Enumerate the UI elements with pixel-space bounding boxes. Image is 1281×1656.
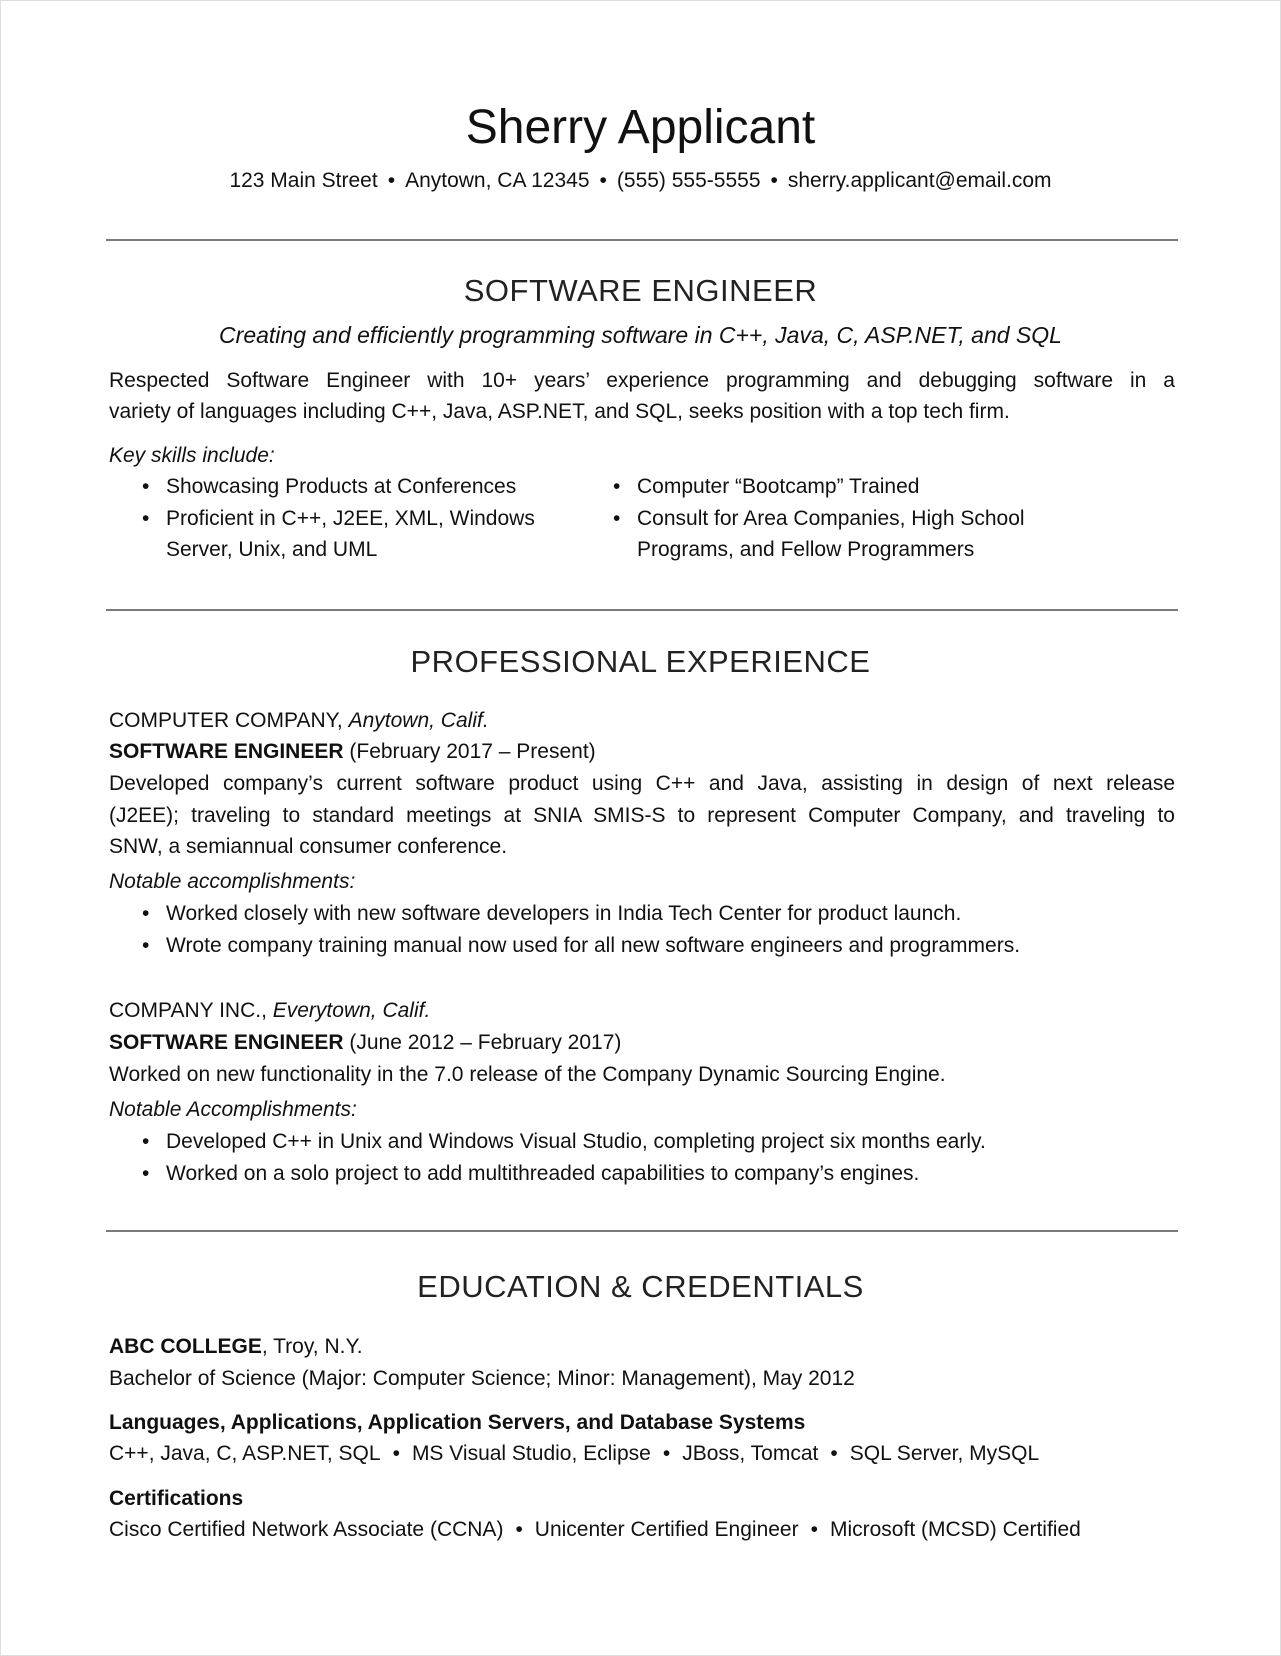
contact-email: sherry.applicant@email.com xyxy=(787,169,1052,192)
section-divider xyxy=(106,1230,1178,1232)
contact-line xyxy=(0,167,1281,195)
job-company: COMPUTER COMPANY xyxy=(109,709,337,732)
list-separator: • xyxy=(810,1518,818,1541)
language-group: SQL Server, MySQL xyxy=(849,1442,1040,1465)
job-title: SOFTWARE ENGINEER xyxy=(109,1031,344,1054)
school-name: ABC COLLEGE xyxy=(109,1335,262,1358)
resume-page: Sherry Applicant 123 Main Street • Anytown, CA 12345 • (555) 555-5555 • sherry.applicant@email.com SOFTWARE ENGINEER Creating and efficiently programming software in C++, Java, C, ASP.NET, and SQL Respected Software Engineer with 10+ years’ experience programming and debugging software in a variety of languages including C++, Java, ASP.NET, and SQL, seeks position with a top tech firm. Key skills include: • Showcasing Products at Conferences • Proficient in C++, J2EE, XML, Windows Server, Unix, and UML • Computer “Bootcamp” Trained • Consult for Area Companies, High School Programs, and Fellow Programmers PROFESSIONAL EXPERIENCE COMPUTER COMPANY, Anytown, Calif. SOFTWARE ENGINEER (February 2017 – Present) Developed company’s current software product using C++ and Java, assisting in design of next release (J2EE); traveling to standard meetings at SNIA SMIS-S to represent Computer Company, and traveling to SNW, a semiannual consumer conference. Notable accomplishments: • Worked closely with new software developers in India Tech Center for product launch. • Wrote company training manual now used for all new software engineers and programmers. COMPANY INC., Everytown, Calif. SOFTWARE ENGINEER (June 2012 – February 2017) Worked on new functionality in the 7.0 release of the Company Dynamic Sourcing Engine. Notable Accomplishments: • Developed C++ in Unix and Windows Visual Studio, completing project six months early. • Worked on a solo project to add multithreaded capabilities to company’s engines. EDUCATION & CREDENTIALS ABC COLLEGE, Troy, N.Y. Bachelor of Science (Major: Computer Science; Minor: Management), May 2012 Languages, Applications, Application Servers, and Database Systems C++, Java, C, ASP.NET, SQL • MS Visual Studio, Eclipse • JBoss, Tomcat • SQL Server, MySQL Certifications Cisco Certified Network Associate (CCNA) • Unicenter Certified Engineer • Microsoft (MCSD) Certified xyxy=(0,0,1281,1656)
job-location: Everytown, Calif. xyxy=(272,999,431,1022)
certification: Unicenter Certified Engineer xyxy=(534,1518,799,1541)
list-separator: • xyxy=(662,1442,671,1465)
contact-address: 123 Main Street xyxy=(229,169,378,192)
section-divider xyxy=(106,609,1178,611)
job-description-line: SNW, a semiannual consumer conference. xyxy=(109,835,508,858)
accomplishments-label: Notable accomplishments: xyxy=(109,870,356,893)
list-separator: • xyxy=(515,1518,523,1541)
contact-city: Anytown, CA 12345 xyxy=(405,169,590,192)
summary-tagline: Creating and efficiently programming software in C++, Java, C, ASP.NET, and SQL xyxy=(219,322,1062,348)
accomplishments-label: Notable Accomplishments: xyxy=(109,1098,357,1121)
contact-phone: (555) 555-5555 xyxy=(616,169,761,192)
job-description-line: Worked on new functionality in the 7.0 release of the Company Dynamic Sourcing Engine. xyxy=(109,1063,946,1086)
language-group: MS Visual Studio, Eclipse xyxy=(411,1442,651,1465)
contact-separator: • xyxy=(387,169,396,192)
job-company-line: COMPANY INC., Everytown, Calif. xyxy=(109,999,431,1022)
school-location: , Troy, N.Y. xyxy=(261,1335,363,1358)
job-description-line: (J2EE); traveling to standard meetings at SNIA SMIS-S to represent Computer Company, and traveling to xyxy=(109,804,1175,827)
list-separator: • xyxy=(830,1442,838,1465)
summary-heading: SOFTWARE ENGINEER xyxy=(463,273,818,308)
summary-paragraph-line: Respected Software Engineer with 10+ years’ experience programming and debugging software in a xyxy=(109,369,1175,392)
skills-label: Key skills include: xyxy=(109,444,275,467)
languages-label: Languages, Applications, Application Servers, and Database Systems xyxy=(109,1411,806,1434)
list-separator: • xyxy=(392,1442,400,1465)
job-company: COMPANY INC. xyxy=(109,999,262,1022)
job-dates: (February 2017 – Present) xyxy=(349,740,596,763)
certifications-line xyxy=(109,1516,1081,1544)
certifications-label: Certifications xyxy=(109,1487,244,1510)
contact-separator: • xyxy=(599,169,607,192)
certification: Microsoft (MCSD) Certified xyxy=(829,1518,1081,1541)
job-description-line: Developed company’s current software product using C++ and Java, assisting in design of next release xyxy=(109,772,1175,795)
school-line xyxy=(109,1333,363,1361)
language-group: C++, Java, C, ASP.NET, SQL xyxy=(109,1442,381,1465)
summary-paragraph-line: variety of languages including C++, Java, ASP.NET, and SQL, seeks position with a top tech firm. xyxy=(109,400,1010,423)
certification: Cisco Certified Network Associate (CCNA) xyxy=(109,1518,504,1541)
job-company-line: COMPUTER COMPANY, Anytown, Calif. xyxy=(109,709,489,732)
degree-line: Bachelor of Science (Major: Computer Science; Minor: Management), May 2012 xyxy=(109,1367,855,1390)
job-title-line xyxy=(109,1029,621,1057)
applicant-name: Sherry Applicant xyxy=(465,101,816,154)
experience-heading: PROFESSIONAL EXPERIENCE xyxy=(410,644,871,679)
education-heading: EDUCATION & CREDENTIALS xyxy=(417,1269,864,1304)
contact-separator: • xyxy=(770,169,778,192)
job-location: Anytown, Calif. xyxy=(348,709,489,732)
job-dates: (June 2012 – February 2017) xyxy=(349,1031,622,1054)
job-title: SOFTWARE ENGINEER xyxy=(109,740,344,763)
languages-line xyxy=(109,1440,1039,1468)
language-group: JBoss, Tomcat xyxy=(682,1442,819,1465)
job-title-line xyxy=(109,738,596,766)
section-divider xyxy=(106,239,1178,241)
